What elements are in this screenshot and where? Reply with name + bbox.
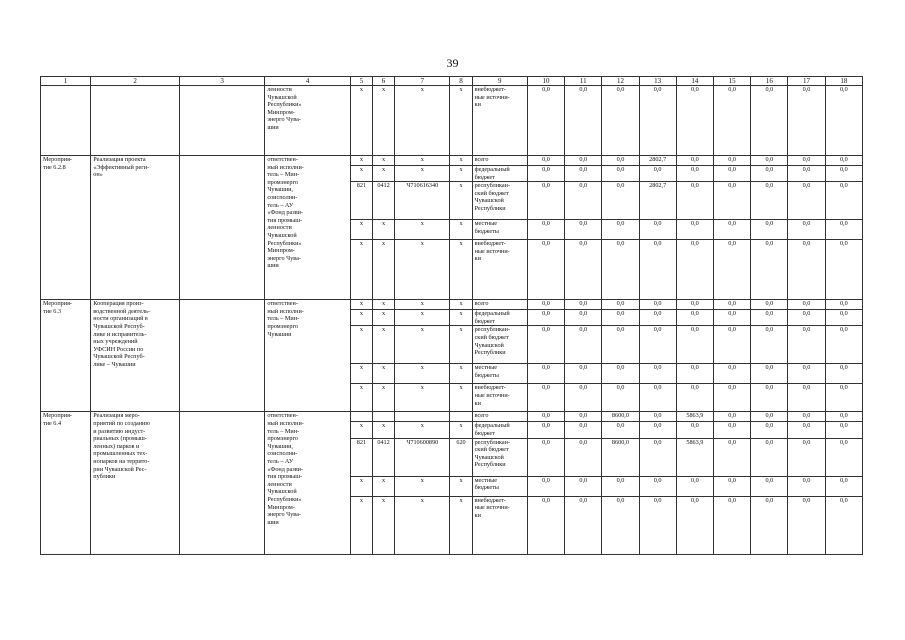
amount-cell: 0,0 — [825, 240, 862, 300]
amount-cell: 0,0 — [788, 422, 825, 438]
funding-source: местные бюджеты — [472, 476, 527, 496]
amount-cell: 0,0 — [602, 240, 639, 300]
amount-cell: 0,0 — [527, 412, 564, 422]
amount-cell: 0,0 — [639, 166, 676, 182]
target-article-code: x — [395, 476, 450, 496]
budget-code — [350, 412, 372, 422]
budget-code: 821 — [350, 438, 372, 476]
amount-cell: 0,0 — [565, 166, 602, 182]
amount-cell: 0,0 — [565, 326, 602, 364]
column-3-empty — [179, 156, 265, 300]
budget-code: x — [350, 364, 372, 384]
amount-cell: 0,0 — [788, 300, 825, 310]
budget-code: x — [350, 422, 372, 438]
amount-cell: 0,0 — [639, 310, 676, 326]
amount-cell: 0,0 — [639, 422, 676, 438]
amount-cell: 0,0 — [788, 326, 825, 364]
amount-cell: 0,0 — [527, 496, 564, 554]
event-name: Реализация меро- приятий по созданию и развитию индуст- риальных (промыш- ленных) парков и промышленных тех- нопарков на террито- рии Чувашской Рес- публики — [91, 412, 180, 554]
amount-cell: 0,0 — [825, 86, 862, 156]
amount-cell: 0,0 — [788, 220, 825, 240]
amount-cell: 0,0 — [713, 182, 750, 220]
amount-cell: 0,0 — [713, 166, 750, 182]
amount-cell: 0,0 — [788, 240, 825, 300]
column-number: 9 — [472, 77, 527, 86]
amount-cell: 0,0 — [751, 496, 788, 554]
column-number: 11 — [565, 77, 602, 86]
amount-cell: 0,0 — [676, 384, 713, 412]
amount-cell: 0,0 — [527, 240, 564, 300]
amount-cell: 0,0 — [602, 422, 639, 438]
amount-cell: 0,0 — [825, 476, 862, 496]
budget-code: x — [350, 310, 372, 326]
target-article-code: x — [395, 300, 450, 310]
amount-cell: 0,0 — [676, 310, 713, 326]
budget-code: x — [350, 384, 372, 412]
amount-cell: 0,0 — [565, 384, 602, 412]
amount-cell: 0,0 — [751, 86, 788, 156]
amount-cell: 0,0 — [713, 156, 750, 166]
amount-cell: 0,0 — [713, 364, 750, 384]
amount-cell: 0,0 — [639, 412, 676, 422]
amount-cell: 0,0 — [713, 412, 750, 422]
target-article-code: x — [395, 364, 450, 384]
executor: ответствен- ный исполни- тель – Мин- промэнерго Чувашии, соисполни- тель – АУ «Фонд разви- тия промыш- ленности Чувашской Республики» Минпром- энерго Чува- шии — [265, 412, 351, 554]
amount-cell: 0,0 — [565, 182, 602, 220]
amount-cell: 0,0 — [788, 438, 825, 476]
expense-type-code — [450, 412, 472, 422]
target-article-code: x — [395, 384, 450, 412]
amount-cell: 0,0 — [751, 300, 788, 310]
amount-cell: 0,0 — [639, 438, 676, 476]
funding-source: федеральный бюджет — [472, 166, 527, 182]
amount-cell: 0,0 — [602, 384, 639, 412]
executor: ответствен- ный исполни- тель – Мин- промэнерго Чувашии — [265, 300, 351, 412]
event-number: Мероприя- тие 6.4 — [41, 412, 91, 554]
expense-type-code: x — [450, 300, 472, 310]
amount-cell: 0,0 — [676, 326, 713, 364]
amount-cell: 0,0 — [788, 476, 825, 496]
funding-source: внебюджет- ные источни- ки — [472, 496, 527, 554]
column-number: 4 — [265, 77, 351, 86]
amount-cell: 0,0 — [751, 364, 788, 384]
amount-cell: 0,0 — [602, 182, 639, 220]
target-article-code: Ч710616340 — [395, 182, 450, 220]
amount-cell: 0,0 — [676, 240, 713, 300]
funding-source: всего — [472, 156, 527, 166]
amount-cell: 0,0 — [825, 496, 862, 554]
section-code: x — [372, 476, 394, 496]
amount-cell: 0,0 — [565, 240, 602, 300]
amount-cell: 8600,0 — [602, 412, 639, 422]
section-code: x — [372, 220, 394, 240]
column-number: 15 — [713, 77, 750, 86]
target-article-code: x — [395, 240, 450, 300]
expense-type-code: x — [450, 86, 472, 156]
budget-code: x — [350, 240, 372, 300]
target-article-code: x — [395, 166, 450, 182]
amount-cell: 0,0 — [825, 166, 862, 182]
amount-cell: 0,0 — [676, 156, 713, 166]
amount-cell: 0,0 — [751, 220, 788, 240]
target-article-code: x — [395, 310, 450, 326]
amount-cell: 2802,7 — [639, 182, 676, 220]
section-code: x — [372, 300, 394, 310]
budget-code: x — [350, 220, 372, 240]
amount-cell: 0,0 — [565, 496, 602, 554]
target-article-code: x — [395, 220, 450, 240]
section-code: 0412 — [372, 182, 394, 220]
amount-cell: 0,0 — [751, 438, 788, 476]
amount-cell: 0,0 — [788, 156, 825, 166]
amount-cell: 0,0 — [713, 240, 750, 300]
amount-cell: 0,0 — [825, 364, 862, 384]
amount-cell: 0,0 — [565, 422, 602, 438]
amount-cell: 0,0 — [565, 86, 602, 156]
amount-cell: 0,0 — [676, 300, 713, 310]
amount-cell: 0,0 — [825, 310, 862, 326]
budget-code: x — [350, 166, 372, 182]
amount-cell: 0,0 — [639, 384, 676, 412]
amount-cell: 0,0 — [602, 496, 639, 554]
amount-cell: 0,0 — [788, 412, 825, 422]
section-code: x — [372, 364, 394, 384]
funding-source: всего — [472, 300, 527, 310]
amount-cell: 0,0 — [713, 300, 750, 310]
column-3-empty — [179, 86, 265, 156]
column-3-empty — [179, 412, 265, 554]
expense-type-code: x — [450, 156, 472, 166]
amount-cell: 5863,9 — [676, 412, 713, 422]
amount-cell: 0,0 — [676, 496, 713, 554]
column-number: 7 — [395, 77, 450, 86]
amount-cell: 0,0 — [527, 364, 564, 384]
amount-cell: 0,0 — [602, 166, 639, 182]
expense-type-code: x — [450, 220, 472, 240]
funding-source: республикан- ский бюджет Чувашской Республики — [472, 438, 527, 476]
amount-cell: 0,0 — [602, 300, 639, 310]
amount-cell: 0,0 — [788, 310, 825, 326]
expense-type-code: x — [450, 496, 472, 554]
amount-cell: 0,0 — [676, 422, 713, 438]
amount-cell: 8600,0 — [602, 438, 639, 476]
amount-cell: 0,0 — [713, 326, 750, 364]
expense-type-code: x — [450, 166, 472, 182]
funding-source: местные бюджеты — [472, 220, 527, 240]
funding-source: федеральный бюджет — [472, 310, 527, 326]
amount-cell: 0,0 — [825, 412, 862, 422]
amount-cell: 0,0 — [713, 310, 750, 326]
event-name — [91, 86, 180, 156]
amount-cell: 2802,7 — [639, 156, 676, 166]
amount-cell: 0,0 — [639, 86, 676, 156]
amount-cell: 0,0 — [565, 438, 602, 476]
target-article-code: x — [395, 86, 450, 156]
funding-source: республикан- ский бюджет Чувашской Республики — [472, 326, 527, 364]
amount-cell: 0,0 — [825, 422, 862, 438]
amount-cell: 0,0 — [751, 182, 788, 220]
budget-code: 821 — [350, 182, 372, 220]
column-number: 5 — [350, 77, 372, 86]
budget-code: x — [350, 476, 372, 496]
budget-code: x — [350, 156, 372, 166]
column-number: 3 — [179, 77, 265, 86]
amount-cell: 0,0 — [527, 156, 564, 166]
amount-cell: 0,0 — [825, 156, 862, 166]
amount-cell: 0,0 — [713, 438, 750, 476]
amount-cell: 0,0 — [825, 300, 862, 310]
amount-cell: 0,0 — [676, 166, 713, 182]
amount-cell: 0,0 — [676, 476, 713, 496]
amount-cell: 0,0 — [602, 476, 639, 496]
amount-cell: 0,0 — [639, 364, 676, 384]
funding-source: внебюджет- ные источни- ки — [472, 240, 527, 300]
amount-cell: 0,0 — [713, 384, 750, 412]
budget-code: x — [350, 300, 372, 310]
amount-cell: 0,0 — [751, 156, 788, 166]
column-number: 14 — [676, 77, 713, 86]
amount-cell: 0,0 — [565, 364, 602, 384]
section-code: x — [372, 422, 394, 438]
amount-cell: 0,0 — [565, 220, 602, 240]
event-number — [41, 86, 91, 156]
funding-source: внебюджет- ные источни- ки — [472, 384, 527, 412]
page-number: 39 — [446, 56, 459, 70]
amount-cell: 0,0 — [825, 326, 862, 364]
executor: ответствен- ный исполни- тель – Мин- промэнерго Чувашии, соисполни- тель – АУ «Фонд разви- тия промыш- ленности Чувашской Республики» Минпром- энерго Чува- шии — [265, 156, 351, 300]
amount-cell: 0,0 — [825, 438, 862, 476]
amount-cell: 0,0 — [788, 182, 825, 220]
amount-cell: 0,0 — [602, 364, 639, 384]
amount-cell: 0,0 — [713, 220, 750, 240]
amount-cell: 0,0 — [527, 422, 564, 438]
amount-cell: 0,0 — [751, 412, 788, 422]
budget-code: x — [350, 86, 372, 156]
section-code: x — [372, 86, 394, 156]
amount-cell: 0,0 — [565, 156, 602, 166]
column-number: 10 — [527, 77, 564, 86]
amount-cell: 0,0 — [788, 86, 825, 156]
section-code: x — [372, 384, 394, 412]
amount-cell: 0,0 — [527, 438, 564, 476]
amount-cell: 0,0 — [713, 476, 750, 496]
amount-cell: 0,0 — [602, 326, 639, 364]
amount-cell: 0,0 — [751, 310, 788, 326]
section-code: x — [372, 496, 394, 554]
amount-cell: 0,0 — [713, 422, 750, 438]
column-number-row — [41, 77, 863, 86]
expense-type-code: 620 — [450, 438, 472, 476]
expense-type-code: x — [450, 422, 472, 438]
amount-cell: 0,0 — [527, 310, 564, 326]
section-code: x — [372, 156, 394, 166]
amount-cell: 0,0 — [527, 300, 564, 310]
column-number: 18 — [825, 77, 862, 86]
amount-cell: 0,0 — [602, 86, 639, 156]
amount-cell: 0,0 — [676, 364, 713, 384]
budget-code: x — [350, 326, 372, 364]
section-code — [372, 412, 394, 422]
funding-source: внебюджет- ные источни- ки — [472, 86, 527, 156]
amount-cell: 0,0 — [527, 220, 564, 240]
target-article-code — [395, 412, 450, 422]
column-number: 6 — [372, 77, 394, 86]
amount-cell: 0,0 — [527, 86, 564, 156]
amount-cell: 0,0 — [751, 166, 788, 182]
amount-cell: 0,0 — [602, 220, 639, 240]
amount-cell: 0,0 — [639, 476, 676, 496]
executor: ленности Чувашской Республики» Минпром- энерго Чува- шии — [265, 86, 351, 156]
funding-source: федеральный бюджет — [472, 422, 527, 438]
column-number: 12 — [602, 77, 639, 86]
amount-cell: 0,0 — [788, 496, 825, 554]
section-code: x — [372, 240, 394, 300]
amount-cell: 0,0 — [825, 220, 862, 240]
amount-cell: 0,0 — [602, 156, 639, 166]
column-3-empty — [179, 300, 265, 412]
target-article-code: x — [395, 326, 450, 364]
event-number: Мероприя- тие 6.2.8 — [41, 156, 91, 300]
event-name: Кооперация произ- водственной деятель- ности организаций в Чувашской Респуб- лике и исправитель- ных учреждений УФСИН России по Чувашской Респуб- лике – Чувашии — [91, 300, 180, 412]
column-number: 8 — [450, 77, 472, 86]
column-number: 16 — [751, 77, 788, 86]
amount-cell: 0,0 — [676, 182, 713, 220]
amount-cell: 0,0 — [788, 364, 825, 384]
amount-cell: 0,0 — [565, 300, 602, 310]
amount-cell: 0,0 — [825, 384, 862, 412]
expense-type-code: x — [450, 384, 472, 412]
column-number: 17 — [788, 77, 825, 86]
budget-code: x — [350, 496, 372, 554]
table-row — [41, 86, 863, 156]
amount-cell: 0,0 — [527, 384, 564, 412]
table-row — [41, 300, 863, 310]
amount-cell: 0,0 — [751, 326, 788, 364]
amount-cell: 0,0 — [639, 240, 676, 300]
amount-cell: 0,0 — [751, 422, 788, 438]
amount-cell: 0,0 — [825, 182, 862, 220]
amount-cell: 0,0 — [565, 412, 602, 422]
expense-type-code: x — [450, 364, 472, 384]
amount-cell: 0,0 — [527, 166, 564, 182]
expense-type-code: x — [450, 476, 472, 496]
section-code: x — [372, 310, 394, 326]
funding-source: всего — [472, 412, 527, 422]
amount-cell: 0,0 — [788, 384, 825, 412]
amount-cell: 0,0 — [565, 476, 602, 496]
column-number: 13 — [639, 77, 676, 86]
expense-type-code: x — [450, 326, 472, 364]
table-row — [41, 412, 863, 422]
amount-cell: 0,0 — [713, 496, 750, 554]
amount-cell: 0,0 — [676, 86, 713, 156]
funding-table — [40, 76, 863, 555]
section-code: 0412 — [372, 438, 394, 476]
amount-cell: 0,0 — [788, 166, 825, 182]
section-code: x — [372, 326, 394, 364]
target-article-code: Ч710600890 — [395, 438, 450, 476]
event-name: Реализация проекта «Эффективный реги- он» — [91, 156, 180, 300]
column-number: 1 — [41, 77, 91, 86]
funding-source: местные бюджеты — [472, 364, 527, 384]
amount-cell: 5863,9 — [676, 438, 713, 476]
expense-type-code: x — [450, 182, 472, 220]
target-article-code: x — [395, 156, 450, 166]
event-number: Мероприя- тие 6.3 — [41, 300, 91, 412]
amount-cell: 0,0 — [527, 476, 564, 496]
amount-cell: 0,0 — [676, 220, 713, 240]
amount-cell: 0,0 — [713, 86, 750, 156]
section-code: x — [372, 166, 394, 182]
target-article-code: x — [395, 496, 450, 554]
amount-cell: 0,0 — [751, 476, 788, 496]
table-row — [41, 156, 863, 166]
amount-cell: 0,0 — [639, 220, 676, 240]
amount-cell: 0,0 — [527, 182, 564, 220]
amount-cell: 0,0 — [639, 326, 676, 364]
expense-type-code: x — [450, 240, 472, 300]
amount-cell: 0,0 — [639, 496, 676, 554]
amount-cell: 0,0 — [602, 310, 639, 326]
target-article-code: x — [395, 422, 450, 438]
amount-cell: 0,0 — [565, 310, 602, 326]
amount-cell: 0,0 — [527, 326, 564, 364]
expense-type-code: x — [450, 310, 472, 326]
amount-cell: 0,0 — [751, 240, 788, 300]
funding-source: республикан- ский бюджет Чувашской Республики — [472, 182, 527, 220]
amount-cell: 0,0 — [751, 384, 788, 412]
amount-cell: 0,0 — [639, 300, 676, 310]
column-number: 2 — [91, 77, 180, 86]
